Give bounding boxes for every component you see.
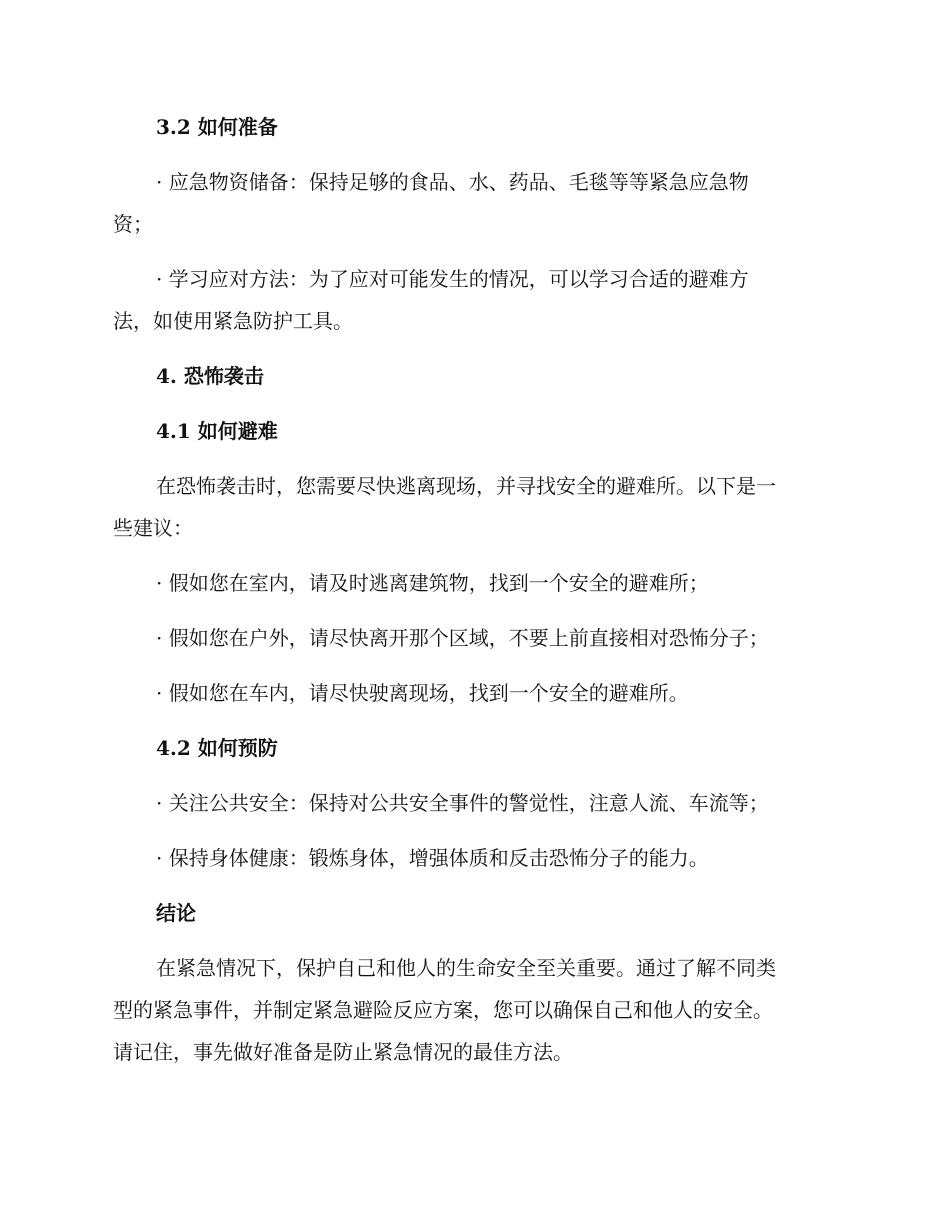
s41-intro-line-2: 些建议： (113, 516, 193, 540)
conclusion-heading: 结论 (156, 901, 196, 925)
s42-item-2: · 保持身体健康：锻炼身体，增强体质和反击恐怖分子的能力。 (156, 846, 709, 870)
conclusion-line-1: 在紧急情况下，保护自己和他人的生命安全至关重要。通过了解不同类 (156, 956, 776, 980)
s32-item-1-line-2: 资； (113, 212, 153, 236)
section-4-1-heading: 4.1 如何避难 (156, 419, 278, 443)
s41-item-3: · 假如您在车内，请尽快驶离现场，找到一个安全的避难所。 (156, 681, 689, 705)
s32-item-2-line-1: · 学习应对方法：为了应对可能发生的情况，可以学习合适的避难方 (156, 267, 749, 291)
section-4-2-heading: 4.2 如何预防 (156, 736, 278, 760)
s42-item-1: · 关注公共安全：保持对公共安全事件的警觉性，注意人流、车流等； (156, 791, 769, 815)
s32-item-1-line-1: · 应急物资储备：保持足够的食品、水、药品、毛毯等等紧急应急物 (156, 170, 749, 194)
s32-item-2-line-2: 法，如使用紧急防护工具。 (113, 309, 353, 333)
s41-item-1: · 假如您在室内，请及时逃离建筑物，找到一个安全的避难所； (156, 571, 709, 595)
section-3-2-heading: 3.2 如何准备 (156, 115, 278, 139)
conclusion-line-3: 请记住，事先做好准备是防止紧急情况的最佳方法。 (113, 1040, 573, 1064)
section-4-heading: 4. 恐怖袭击 (156, 364, 264, 388)
s41-item-2: · 假如您在户外，请尽快离开那个区域，不要上前直接相对恐怖分子； (156, 626, 769, 650)
s41-intro-line-1: 在恐怖袭击时，您需要尽快逃离现场，并寻找安全的避难所。以下是一 (156, 474, 776, 498)
conclusion-line-2: 型的紧急事件，并制定紧急避险反应方案，您可以确保自己和他人的安全。 (113, 998, 773, 1022)
